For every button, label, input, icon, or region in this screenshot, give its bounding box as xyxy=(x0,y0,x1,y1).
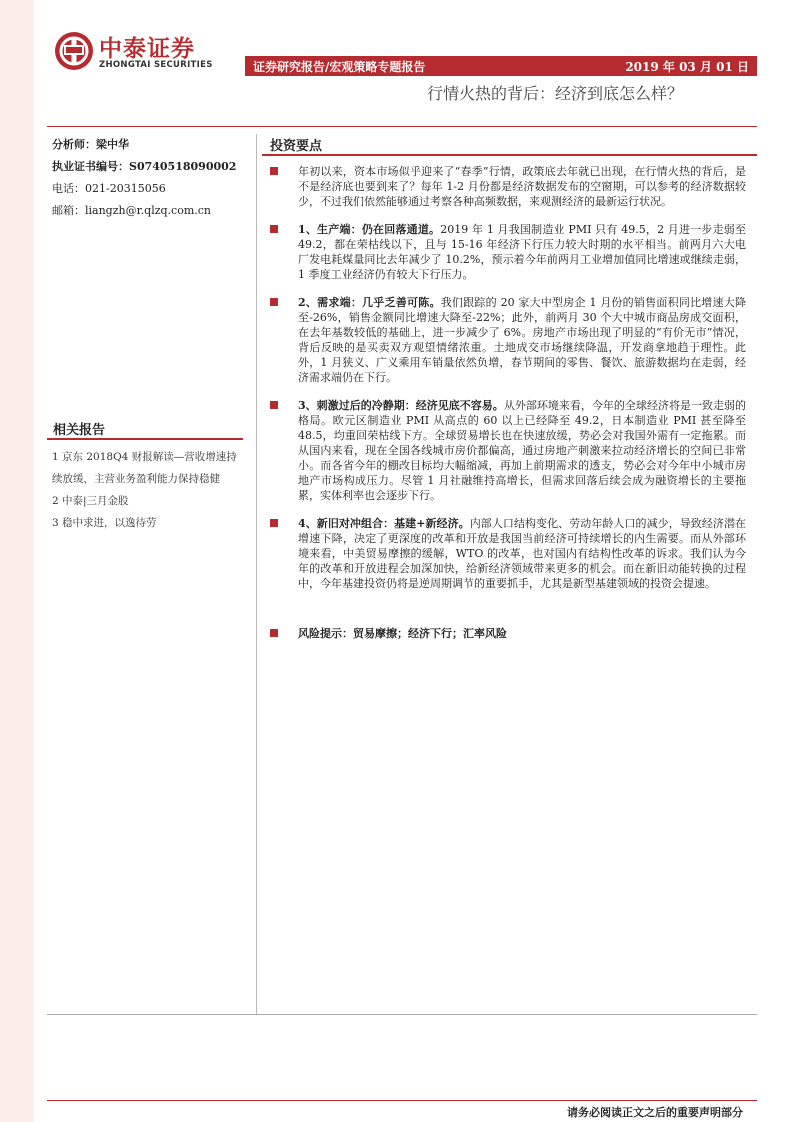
footer-divider xyxy=(47,1100,757,1101)
report-date: 2019 年 03 月 01 日 xyxy=(625,60,749,74)
analyst-name: 梁中华 xyxy=(96,138,129,151)
key-point-head: 1、生产端：仍在回落通道。 xyxy=(298,223,441,236)
key-points-title: 投资要点 xyxy=(270,139,323,154)
key-point-head: 2、需求端：几乎乏善可陈。 xyxy=(298,296,441,309)
analyst-name-row xyxy=(52,134,236,156)
footer-notice: 请务必阅读正文之后的重要声明部分 xyxy=(567,1106,743,1119)
report-header-bar xyxy=(245,56,757,76)
risk-label: 风险提示： xyxy=(298,627,353,640)
content-bottom-divider xyxy=(47,1014,757,1015)
key-point-head: 4、新旧对冲组合：基建+新经济。 xyxy=(298,517,470,530)
key-point-body: 我们跟踪的 20 家大中型房企 1 月份的销售面积同比增速大降至-26%，销售金额同比增速大降至-22%；此外，前两月 30 个大中城市商品房成交面积，在去年基数较低的基础上，进一步减少了 6%。房地产市场出现了明显的“有价无市”情况，背后反映的是买卖双方观望情绪浓重。土地成交市场继续降温，开发商拿地趋于理性。此外，1 月狭义、广义乘用车销量依然负增，春节期间的零售、餐饮、旅游数据均在走弱，经济需求端仍在下行。 xyxy=(298,296,747,384)
key-points-heading xyxy=(262,134,757,156)
analyst-name-label: 分析师： xyxy=(52,138,96,151)
key-point-item xyxy=(268,295,746,385)
key-point-head: 3、刺激过后的冷静期：经济见底不容易。 xyxy=(298,399,504,412)
related-reports-list xyxy=(52,446,242,534)
key-points-list xyxy=(268,164,746,604)
key-point-item xyxy=(268,516,746,591)
bullet-square-icon xyxy=(270,225,278,233)
left-margin-strip xyxy=(0,0,34,1122)
bullet-square-icon xyxy=(270,401,278,409)
key-point-item xyxy=(268,222,746,282)
analyst-email[interactable]: liangzh@r.qlzq.com.cn xyxy=(85,204,211,217)
key-point-item xyxy=(268,398,746,503)
analyst-phone-label: 电话： xyxy=(52,182,85,195)
header-divider xyxy=(47,126,757,127)
analyst-cert-row xyxy=(52,156,236,178)
report-category: 证券研究报告/宏观策略专题报告 xyxy=(253,60,426,74)
related-report-item[interactable]: 1 京东 2018Q4 财报解读—营收增速持续放缓，主营业务盈利能力保持稳健 xyxy=(52,451,237,485)
key-point-body: 年初以来，资本市场似乎迎来了“春季”行情，政策底去年就已出现，在行情火热的背后，是不是经济底也要到来了？每年 1-2 月份都是经济数据发布的空窗期，可以参考的经济数据较少，不过我们依然能够通过考察各种高频数据，来观测经济的最新运行状况。 xyxy=(298,165,746,208)
risk-text: 贸易摩擦；经济下行；汇率风险 xyxy=(353,627,507,640)
key-point-item xyxy=(268,164,746,209)
analyst-cert-label: 执业证书编号： xyxy=(52,160,129,173)
related-reports-heading xyxy=(47,418,243,440)
bullet-square-icon xyxy=(270,167,278,175)
analyst-email-label: 邮箱： xyxy=(52,204,85,217)
analyst-phone: 021-20315056 xyxy=(85,182,166,195)
risk-warning xyxy=(268,626,746,641)
related-report-item[interactable]: 2 中泰|三月金股 xyxy=(52,495,129,507)
related-report-item[interactable]: 3 稳中求进，以逸待劳 xyxy=(52,517,157,529)
key-point-body: 2019 年 1 月我国制造业 PMI 只有 49.5，2 月进一步走弱至 49.2，都在荣枯线以下，且与 15-16 年经济下行压力较大时期的水平相当。前两月六大电厂发电耗煤量同比去年减少了 10.2%，预示着今年前两月工业增加值同比增速或继续走弱，1 季度工业经济仍有较大下行压力。 xyxy=(298,223,747,281)
bullet-square-icon xyxy=(270,629,278,637)
analyst-info xyxy=(52,134,236,222)
risk-item xyxy=(268,626,746,641)
analyst-email-row xyxy=(52,200,236,222)
related-reports-title: 相关报告 xyxy=(53,423,106,438)
key-point-body: 内部人口结构变化、劳动年龄人口的减少，导致经济潜在增速下降，决定了更深度的改革和开放是我国当前经济可持续增长的内生需要。而从外部环境来看，中美贸易摩擦的缓解，WTO 的改革，也对国内有结构性改革的诉求。我们认为今年的改革和开放进程会加深加快，给新经济领域带来更多的机会。而在新旧动能转换的过程中，今年基建投资仍将是逆周期调节的重要抓手，尤其是新型基建领域的投资会提速。 xyxy=(298,517,747,590)
company-logo xyxy=(55,30,225,76)
bullet-square-icon xyxy=(270,298,278,306)
analyst-cert: S0740518090002 xyxy=(129,160,237,173)
key-point-body: 从外部环境来看，今年的全球经济将是一致走弱的格局。欧元区制造业 PMI 从高点的 60 以上已经降至 49.2，日本制造业 PMI 甚至降至 48.5，均重回荣枯线下方。全球贸易增长也在快速放缓，势必会对我国外需有一定拖累。而从国内来看，现在全国各线城市房价都偏高，通过房地产刺激来拉动经济增长的空间已非常小。而各省今年的棚改目标均大幅缩减，再加上前期需求的透支，势必会对今年中小城市房地产市场构成压力。尽管 1 月社融维持高增长，但需求回落后续会成为融资增长的主要拖累，实体利率也会逐步下行。 xyxy=(298,399,747,502)
logo-emblem-icon xyxy=(55,32,93,70)
analyst-phone-row xyxy=(52,178,236,200)
logo-emblem-svg xyxy=(55,32,93,70)
report-title: 行情火热的背后：经济到底怎么样？ xyxy=(426,84,683,103)
logo-text-en: ZHONGTAI SECURITIES xyxy=(99,60,213,70)
bullet-square-icon xyxy=(270,519,278,527)
logo-text-cn: 中泰证券 xyxy=(99,36,195,62)
column-divider xyxy=(256,134,257,1014)
